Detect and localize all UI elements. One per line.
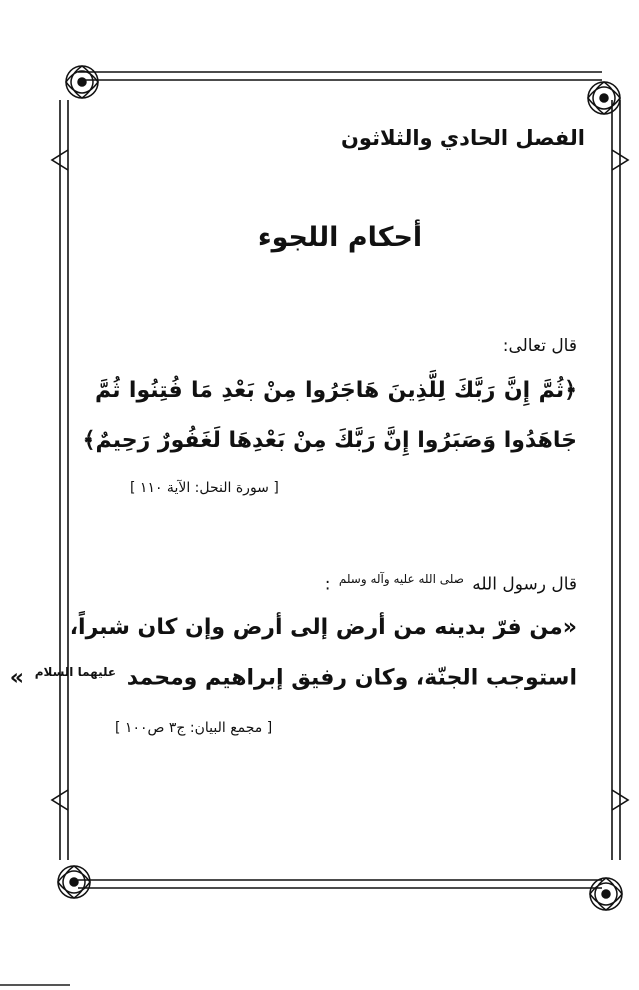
hadith-intro-text: قال رسول الله (472, 574, 577, 595)
hadith-text-line-2 (9, 665, 577, 691)
corner-ornament-bottom-left (58, 866, 90, 898)
hadith-close-quote: » (9, 665, 25, 691)
hadith-text-line-1: «من فرّ بدينه من أرض إلى أرض وإن كان شبراً، (69, 615, 577, 640)
scan-edge-mark (0, 984, 70, 986)
hadith-intro-label (325, 572, 577, 595)
quran-verse-line-2: جَاهَدُوا وَصَبَرُوا إِنَّ رَبَّكَ مِنْ بَعْدِهَا لَغَفُورٌ رَحِيمٌ﴾ (82, 428, 577, 453)
prophet-honorific-symbol: صلى الله عليه وآله وسلم (338, 572, 464, 586)
quran-verse-line-1: ﴿ثُمَّ إِنَّ رَبَّكَ لِلَّذِينَ هَاجَرُوا مِنْ بَعْدِ مَا فُتِنُوا ثُمَّ (95, 378, 577, 403)
corner-ornament-top-left (66, 66, 98, 98)
hadith-text-line-2-main: استوجب الجنّة، وكان رفيق إبراهيم ومحمد (126, 665, 577, 691)
two-honorific-symbol: عليهما السلام (34, 665, 117, 679)
quran-reference: [ سورة النحل: الآية ١١٠ ] (130, 480, 279, 496)
corner-ornament-bottom-right (590, 878, 622, 910)
main-title: أحكام اللجوء (257, 222, 423, 253)
quran-intro-label: قال تعالى: (502, 336, 577, 356)
chapter-title: الفصل الحادي والثلاثون (340, 126, 585, 150)
hadith-reference: [ مجمع البيان: ج٣ ص١٠٠ ] (115, 720, 273, 736)
page-content (9, 110, 585, 870)
hadith-intro-colon: : (324, 574, 331, 595)
corner-ornament-top-right (588, 82, 620, 114)
